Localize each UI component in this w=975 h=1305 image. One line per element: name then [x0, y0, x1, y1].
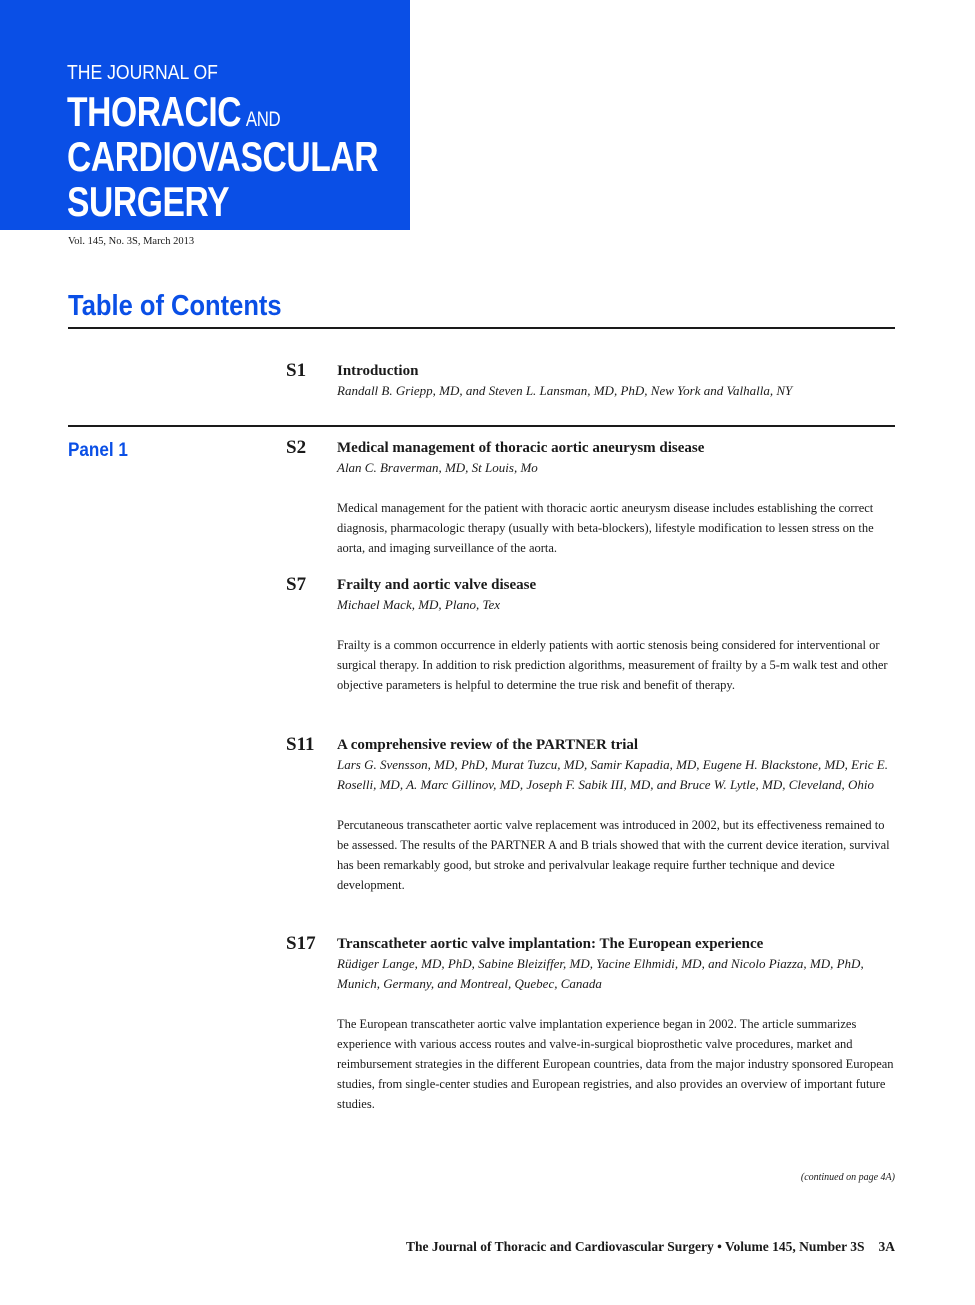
article-authors: Alan C. Braverman, MD, St Louis, Mo	[337, 460, 538, 475]
section-divider	[68, 425, 895, 427]
article-page-number: S7	[286, 574, 307, 595]
article-abstract: The European transcatheter aortic valve implantation experience began in 2002. The article summarizes experience with various access routes and valve-in-surgical bioprosthetic valve procedures, market and reimbursement strategies in the different European countries, data from the major industry sponsored European studies, from single-center studies and European registries, and also provides an overview of important future studies.	[337, 1017, 894, 1111]
page-title: Table of Contents	[68, 290, 282, 322]
page-footer	[406, 1239, 895, 1255]
article-authors: Michael Mack, MD, Plano, Tex	[337, 597, 501, 612]
toc-entry-partner-trial	[337, 735, 897, 895]
article-title: Transcatheter aortic valve implantation: The European experience	[337, 936, 764, 952]
panel-label: Panel 1	[68, 440, 128, 461]
article-abstract: Medical management for the patient with thoracic aortic aneurysm disease includes establishing the correct diagnosis, pharmacologic therapy (usually with beta-blockers), lifestyle modification to lessen stress on the aorta, and imaging surveillance of the aorta.	[337, 501, 874, 555]
masthead-line-journal-of: THE JOURNAL OF	[67, 62, 218, 84]
article-authors: Randall B. Griepp, MD, and Steven L. Lansman, MD, PhD, New York and Valhalla, NY	[337, 383, 793, 398]
article-page-number: S17	[286, 933, 316, 954]
article-abstract: Frailty is a common occurrence in elderly patients with aortic stenosis being considered for interventional or surgical therapy. In addition to risk prediction algorithms, measurement of frailty by a 5-m walk test and other objective parameters is helpful to determine the true risk and benefit of therapy.	[337, 638, 888, 692]
toc-entry-introduction	[337, 361, 897, 401]
running-head: The Journal of Thoracic and Cardiovascular Surgery • Volume 145, Number 3S	[405, 1239, 865, 1254]
article-authors: Lars G. Svensson, MD, PhD, Murat Tuzcu, MD, Samir Kapadia, MD, Eugene H. Blackstone, MD, Eric E. Roselli, MD, A. Marc Gillinov, MD, Joseph F. Sabik III, MD, and Bruce W. Lytle, MD, Cleveland, Ohio	[337, 757, 889, 792]
title-divider	[68, 327, 895, 329]
masthead-line-surgery: SURGERY	[67, 178, 230, 225]
toc-entry-medical-management	[337, 438, 897, 558]
page-folio: 3A	[878, 1239, 895, 1254]
article-title: Introduction	[337, 363, 419, 379]
masthead-line-cardiovascular: CARDIOVASCULAR	[67, 133, 379, 180]
article-title: A comprehensive review of the PARTNER trial	[337, 737, 639, 753]
article-page-number: S2	[286, 437, 307, 458]
article-page-number: S1	[286, 360, 307, 381]
masthead-word-and: AND	[245, 108, 281, 131]
toc-entry-european-experience	[337, 934, 897, 1114]
continued-note: (continued on page 4A)	[800, 1172, 895, 1183]
article-title: Frailty and aortic valve disease	[337, 577, 537, 593]
article-page-number: S11	[286, 734, 315, 755]
journal-masthead	[0, 0, 410, 230]
masthead-word-thoracic: THORACIC	[67, 88, 242, 135]
toc-entry-frailty	[337, 575, 897, 695]
article-title: Medical management of thoracic aortic aneurysm disease	[337, 440, 705, 456]
article-authors: Rüdiger Lange, MD, PhD, Sabine Bleiziffer, MD, Yacine Elhmidi, MD, and Nicolo Piazza, MD, PhD, Munich, Germany, and Montreal, Quebec, Canada	[337, 956, 864, 991]
volume-info: Vol. 145, No. 3S, March 2013	[68, 236, 195, 247]
article-abstract: Percutaneous transcatheter aortic valve replacement was introduced in 2002, but its effectiveness remained to be assessed. The results of the PARTNER A and B trials showed that with the current device iteration, survival has been remarkably good, but stroke and perivalvular leakage require further technique and device development.	[337, 818, 890, 892]
